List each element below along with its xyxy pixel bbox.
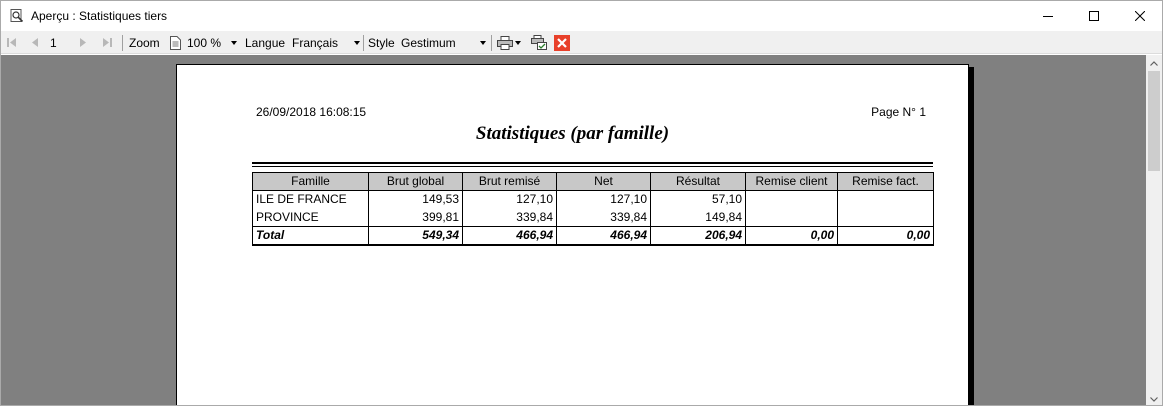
col-header-brut-global: Brut global xyxy=(369,173,463,191)
col-header-remise-client: Remise client xyxy=(746,173,838,191)
cell-remise-client xyxy=(746,209,838,227)
print-setup-button[interactable] xyxy=(531,31,547,54)
table-row xyxy=(253,191,934,209)
toolbar-separator xyxy=(363,35,364,51)
col-header-brut-remise: Brut remisé xyxy=(463,173,557,191)
close-icon xyxy=(1135,11,1145,21)
report-title: Statistiques (par famille) xyxy=(475,123,670,144)
cell-remise-fact xyxy=(838,209,934,227)
last-page-icon xyxy=(102,37,112,48)
first-page-icon xyxy=(7,37,17,48)
cell-resultat: 57,10 xyxy=(651,191,746,209)
chevron-down-icon xyxy=(231,41,237,45)
last-page-button[interactable] xyxy=(102,31,112,54)
zoom-select[interactable] xyxy=(187,33,239,52)
red-close-icon xyxy=(554,35,570,51)
cell-famille: ILE DE FRANCE xyxy=(253,191,369,209)
preview-area[interactable] xyxy=(1,55,1146,406)
window-title: Aperçu : Statistiques tiers xyxy=(31,9,168,23)
cell-net: 127,10 xyxy=(557,191,651,209)
col-header-famille: Famille xyxy=(253,173,369,191)
next-page-button[interactable] xyxy=(79,31,87,54)
table-header-row xyxy=(253,173,934,191)
chevron-down-icon xyxy=(1150,397,1158,402)
scroll-down-button[interactable] xyxy=(1146,391,1162,406)
cell-brut-remise: 127,10 xyxy=(463,191,557,209)
cell-resultat: 149,84 xyxy=(651,209,746,227)
toolbar-separator xyxy=(122,35,123,51)
vertical-scrollbar[interactable] xyxy=(1146,55,1162,406)
cell-total-remise-fact: 0,00 xyxy=(838,227,934,246)
langue-value: Français xyxy=(292,35,339,50)
minimize-button[interactable] xyxy=(1025,1,1071,31)
cell-total-brut-global: 549,34 xyxy=(369,227,463,246)
langue-select[interactable] xyxy=(292,33,362,52)
col-header-remise-fact: Remise fact. xyxy=(838,173,934,191)
title-bar xyxy=(1,1,1162,31)
report-rule-thick xyxy=(252,162,933,164)
scroll-thumb[interactable] xyxy=(1148,71,1160,171)
style-label: Style xyxy=(368,35,395,50)
cell-total-brut-remise: 466,94 xyxy=(463,227,557,246)
cell-total-net: 466,94 xyxy=(557,227,651,246)
page-number-field[interactable]: 1 xyxy=(50,35,57,50)
chevron-up-icon xyxy=(1150,61,1158,66)
table-total-row xyxy=(253,227,934,246)
chevron-down-icon xyxy=(354,41,360,45)
report-page-number: Page N° 1 xyxy=(871,105,926,119)
print-options-dropdown[interactable] xyxy=(515,31,521,54)
scroll-up-button[interactable] xyxy=(1146,55,1162,71)
cell-total-label: Total xyxy=(253,227,369,246)
close-window-button[interactable] xyxy=(1117,1,1163,31)
cell-brut-global: 149,53 xyxy=(369,191,463,209)
page-zoom-button[interactable] xyxy=(170,31,181,54)
print-setup-icon xyxy=(531,35,547,50)
cell-net: 339,84 xyxy=(557,209,651,227)
preview-magnifier-icon xyxy=(10,9,24,23)
cell-brut-remise: 339,84 xyxy=(463,209,557,227)
cell-famille: PROVINCE xyxy=(253,209,369,227)
report-rule-thin xyxy=(252,166,933,167)
minimize-icon xyxy=(1043,11,1053,21)
cell-brut-global: 399,81 xyxy=(369,209,463,227)
chevron-down-icon xyxy=(515,41,521,45)
style-select[interactable] xyxy=(401,33,489,52)
report-datetime: 26/09/2018 16:08:15 xyxy=(256,105,367,119)
next-page-icon xyxy=(79,37,87,48)
chevron-down-icon xyxy=(480,41,486,45)
zoom-value: 100 % xyxy=(187,35,222,50)
print-button[interactable] xyxy=(497,31,513,54)
preview-toolbar xyxy=(1,31,1162,54)
printer-icon xyxy=(497,36,513,50)
previous-page-button[interactable] xyxy=(31,31,39,54)
maximize-icon xyxy=(1089,11,1099,21)
toolbar-separator xyxy=(491,35,492,51)
close-preview-button[interactable] xyxy=(554,31,570,54)
cell-remise-fact xyxy=(838,191,934,209)
cell-total-resultat: 206,94 xyxy=(651,227,746,246)
table-row xyxy=(253,209,934,227)
col-header-resultat: Résultat xyxy=(651,173,746,191)
report-page xyxy=(176,64,969,406)
first-page-button[interactable] xyxy=(7,31,17,54)
langue-label: Langue xyxy=(245,35,286,50)
page-icon xyxy=(170,36,181,50)
maximize-button[interactable] xyxy=(1071,1,1117,31)
cell-remise-client xyxy=(746,191,838,209)
zoom-label: Zoom xyxy=(129,35,160,50)
col-header-net: Net xyxy=(557,173,651,191)
previous-page-icon xyxy=(31,37,39,48)
statistics-table xyxy=(252,172,934,246)
cell-total-remise-client: 0,00 xyxy=(746,227,838,246)
style-value: Gestimum xyxy=(401,35,456,50)
